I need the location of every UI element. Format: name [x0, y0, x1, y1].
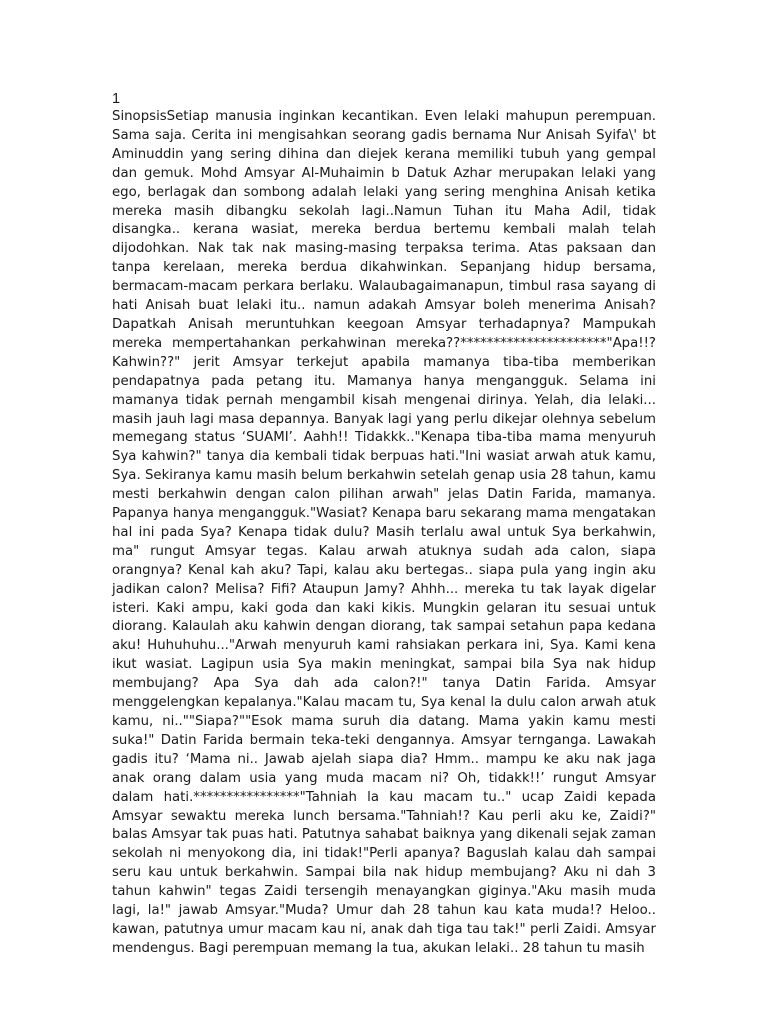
body-text: SinopsisSetiap manusia inginkan kecantikan. Even lelaki mahupun perempuan. Sama saja. Cerita ini mengisahkan seorang gadis bernama Nur Anisah Syifa\' bt Aminuddin yang sering dihina dan diejek kerana memiliki tubuh yang gempal dan gemuk. Mohd Amsyar Al-Muhaimin b Datuk Azhar merupakan lelaki yang ego, berlagak dan sombong adalah lelaki yang sering menghina Anisah ketika mereka masih dibangku sekolah lagi..Namun Tuhan itu Maha Adil, tidak disangka.. kerana wasiat, mereka berdua bertemu kembali malah telah dijodohkan. Nak tak nak masing-masing terpaksa terima. Atas paksaan dan tanpa kerelaan, mereka berdua dikahwinkan. Sepanjang hidup bersama, bermacam-macam perkara berlaku. Walaubagaimanapun, timbul rasa sayang di hati Anisah buat lelaki itu.. namun adakah Amsyar boleh menerima Anisah? Dapatkah Anisah meruntuhkan keegoan Amsyar terhadapnya? Mampukah mereka mempertahankan perkahwinan mereka??**********************"Apa!!? Kahwin??" jerit Amsyar terkejut apabila mamanya tiba-tiba memberikan pendapatnya pada petang itu. Mamanya hanya mengangguk. Selama ini mamanya tidak pernah mengambil kisah mengenai dirinya. Yelah, dia lelaki... masih jauh lagi masa depannya. Banyak lagi yang perlu dikejar olehnya sebelum memegang status ‘SUAMI’. Aahh!! Tidakkk.."Kenapa tiba-tiba mama menyuruh Sya kahwin?" tanya dia kembali tidak berpuas hati."Ini wasiat arwah atuk kamu, Sya. Sekiranya kamu masih belum berkahwin setelah genap usia 28 tahun, kamu mesti berkahwin dengan calon pilihan arwah" jelas Datin Farida, mamanya. Papanya hanya mengangguk."Wasiat? Kenapa baru sekarang mama mengatakan hal ini pada Sya? Kenapa tidak dulu? Masih terlalu awal untuk Sya berkahwin, ma" rungut Amsyar tegas. Kalau arwah atuknya sudah ada calon, siapa orangnya? Kenal kah aku? Tapi, kalau aku bertegas.. siapa pula yang ingin aku jadikan calon? Melisa? Fifi? Ataupun Jamy? Ahhh... mereka tu tak layak digelar isteri. Kaki ampu, kaki goda dan kaki kikis. Mungkin gelaran itu sesuai untuk diorang. Kalaulah aku kahwin dengan diorang, tak sampai setahun papa kedana aku! Huhuhuhu..."Arwah menyuruh kami rahsiakan perkara ini, Sya. Kami kena ikut wasiat. Lagipun usia Sya makin meningkat, sampai bila Sya nak hidup membujang? Apa Sya dah ada calon?!" tanya Datin Farida. Amsyar menggelengkan kepalanya."Kalau macam tu, Sya kenal la dulu calon arwah atuk kamu, ni..""Siapa?""Esok mama suruh dia datang. Mama yakin kamu mesti suka!" Datin Farida bermain teka-teki dengannya. Amsyar ternganga. Lawakah gadis itu? ‘Mama ni.. Jawab ajelah siapa dia? Hmm.. mampu ke aku nak jaga anak orang dalam usia yang muda macam ni? Oh, tidakk!!’ rungut Amsyar dalam hati.****************"Tahniah la kau macam tu.." ucap Zaidi kepada Amsyar sewaktu mereka lunch bersama."Tahniah!? Kau perli aku ke, Zaidi?" balas Amsyar tak puas hati. Patutnya sahabat baiknya yang dikenali sejak zaman sekolah ni menyokong dia, ini tidak!"Perli apanya? Baguslah kalau dah sampai seru kau untuk berkahwin. Sampai bila nak hidup membujang? Aku ni dah 3 tahun kahwin" tegas Zaidi tersengih menayangkan giginya."Aku masih muda lagi, la!" jawab Amsyar."Muda? Umur dah 28 tahun kau kata muda!? Heloo.. kawan, patutnya umur macam kau ni, anak dah tiga tau tak!" perli Zaidi. Amsyar mendengus. Bagi perempuan memang la tua, akukan lelaki.. 28 tahun tu masih: [112, 109, 656, 956]
page-number: 1: [112, 91, 121, 107]
